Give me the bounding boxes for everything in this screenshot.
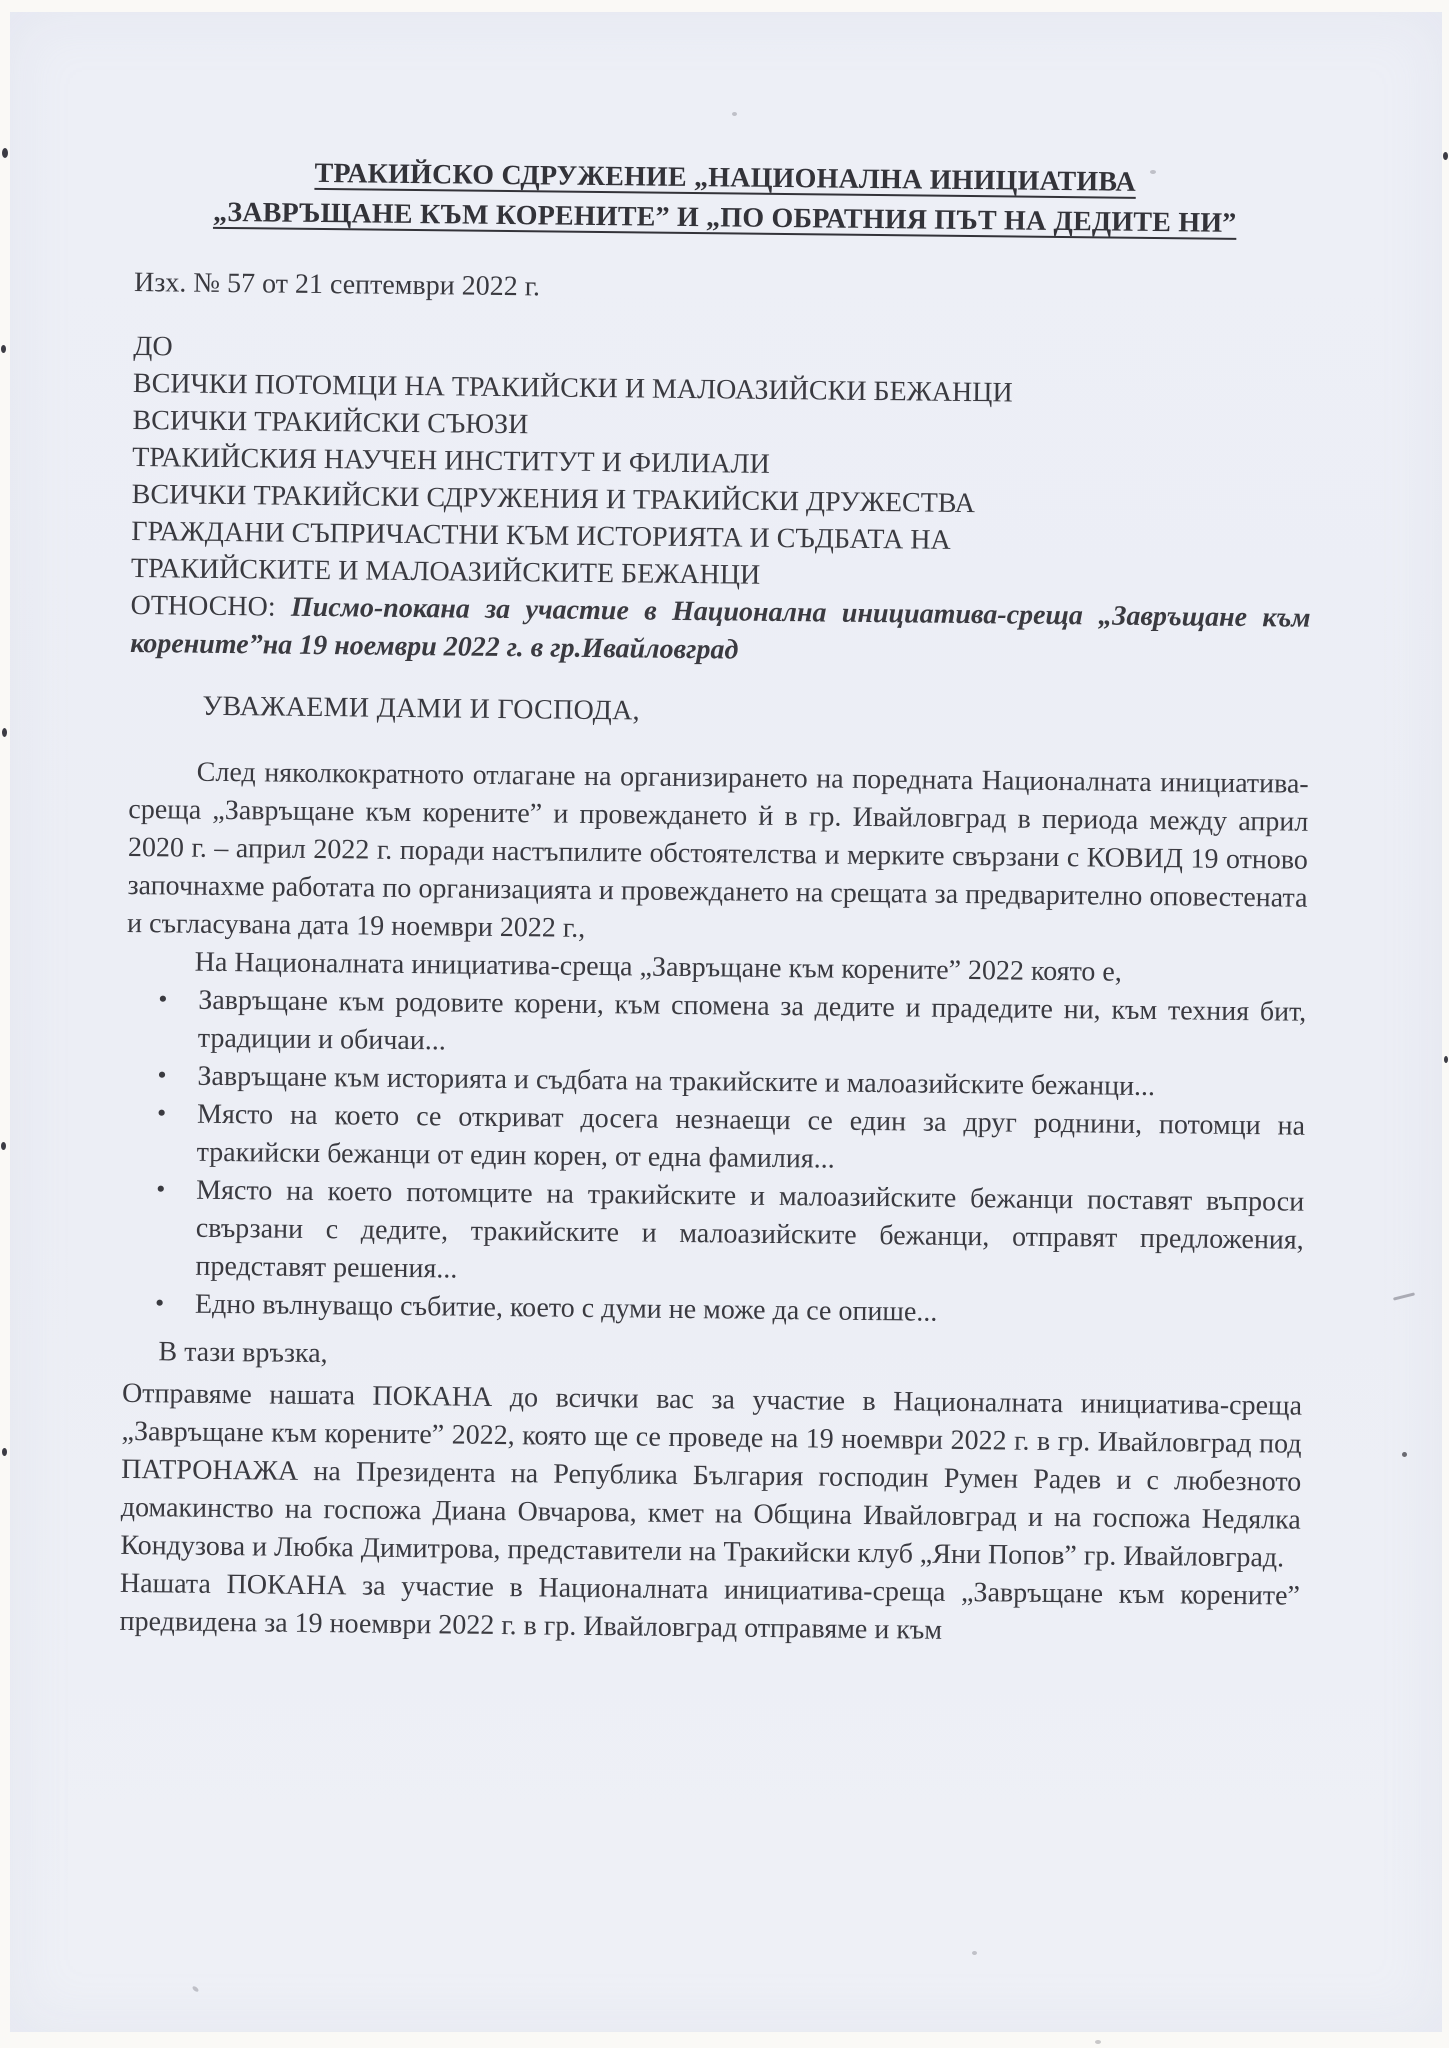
- bullet-item: • Място на което се откриват досега незнаещи се един за друг роднини, потомци на тракийски бежанци от един корен, от една фамилия...: [196, 1096, 1305, 1184]
- scan-speck: [192, 1985, 200, 1993]
- body-paragraph-3: Отправяме нашата ПОКАНА до всички вас за участие в Националната инициатива-среща „Завръщане към корените” 2022, която ще се проведе на 19 ноември 2022 г. в гр. Ивайловград под ПАТРОНАЖА на Президента на Република България господин Румен Радев и с любезното домакинство на госпожа Диана Овчарова, кмет на Община Ивайловград и на госпожа Недялка Кондузова и Любка Димитрова, представители на Тракийски клуб „Яни Попов” гр. Ивайловград.: [120, 1377, 1303, 1574]
- addressee-line: ГРАЖДАНИ СЪПРИЧАСТНИ КЪМ ИСТОРИЯТА И СЪДБАТА НА: [131, 515, 951, 556]
- addressee-line: ТРАКИЙСКИЯ НАУЧЕН ИНСТИТУТ И ФИЛИАЛИ: [132, 441, 770, 480]
- letter-content: [119, 12, 1317, 1654]
- body-paragraph-4: Нашата ПОКАНА за участие в Националната инициатива-среща „Завръщане към корените” предвидена за 19 ноември 2022 г. в гр. Ивайловград отправяме и към: [119, 1567, 1301, 1646]
- letter-title-line-1: ТРАКИЙСКО СДРУЖЕНИЕ „НАЦИОНАЛНА ИНИЦИАТИВА: [314, 157, 1137, 198]
- scan-speck: [732, 112, 737, 116]
- addressee-line: ВСИЧКИ ТРАКИЙСКИ СЪЮЗИ: [132, 404, 529, 441]
- scan-edge-speck: [2, 728, 7, 737]
- scan-edge-speck: [2, 148, 8, 158]
- addressee-line: ТРАКИЙСКИТЕ И МАЛОАЗИЙСКИТЕ БЕЖАНЦИ: [130, 552, 761, 591]
- letter-title: [135, 152, 1316, 245]
- bullet-item: • Завръщане към историята и съдбата на тракийските и малоазийските бежанци...: [197, 1058, 1305, 1108]
- scan-speck: [1150, 170, 1156, 174]
- subject-label: ОТНОСНО:: [130, 589, 276, 623]
- salutation: УВАЖАЕМИ ДАМИ И ГОСПОДА,: [202, 690, 641, 727]
- scan-edge-speck: [2, 1448, 7, 1456]
- scan-speck: [1402, 1452, 1407, 1457]
- body-paragraph-1: След няколкократното отлагане на организирането на поредната Националната инициатива-среща „Завръщане към корените” и провеждането й в гр. Ивайловград в периода между април 2020 г. – април 2022 г. поради настъпилите обстоятелства и мерките свързани с КОВИД 19 отново започнахме работата по организацията и провеждането на срещата за предварително оповестената и съгласувана дата 19 ноември 2022 г.,: [126, 756, 1309, 944]
- scan-artifact: [1393, 1292, 1415, 1300]
- scanned-page: [10, 12, 1442, 2032]
- addressee-line: ВСИЧКИ ТРАКИЙСКИ СДРУЖЕНИЯ И ТРАКИЙСКИ ДРУЖЕСТВА: [131, 478, 976, 520]
- addressee-line: ДО: [133, 330, 173, 363]
- reference-number: Изх. № 57 от 21 септември 2022 г.: [133, 266, 541, 303]
- scan-speck: [972, 1951, 977, 1955]
- bullet-item: • Едно вълнуващо събитие, което с думи не може да се опише...: [195, 1286, 1303, 1336]
- scan-edge-speck: [1, 345, 6, 353]
- scan-edge-speck: [1, 1142, 6, 1150]
- scan-edge-speck: [1444, 1056, 1448, 1063]
- body-paragraph-2: На Националната инициатива-среща „Завръщане към корените” 2022 която е,: [194, 946, 1123, 988]
- scan-speck: [1095, 2040, 1101, 2044]
- addressee-block: [131, 328, 1314, 600]
- bullet-item: • Място на което потомците на тракийските и малоазийските бежанци поставят въпроси свързани с дедите, тракийските и малоазийските бежанци, отправят предложения, представят решения...: [195, 1172, 1304, 1298]
- subject-line: [130, 587, 1311, 676]
- scan-edge-speck: [1443, 152, 1448, 160]
- bullet-list: [123, 981, 1307, 1336]
- closing-intro: В тази връзка,: [158, 1336, 328, 1370]
- subject-text: Писмо-покана за участие в Национална инициатива-среща „Завръщане към корените”на 19 ноември 2022 г. в гр.Ивайловград: [129, 591, 1311, 666]
- bullet-item: • Завръщане към родовите корени, към спомена за дедите и прадедите ни, към техния бит, традиции и обичаи...: [198, 982, 1307, 1070]
- addressee-line: ВСИЧКИ ПОТОМЦИ НА ТРАКИЙСКИ И МАЛОАЗИЙСКИ БЕЖАНЦИ: [132, 367, 1013, 409]
- letter-title-line-2: „ЗАВРЪЩАНЕ КЪМ КОРЕНИТЕ” И „ПО ОБРАТНИЯ ПЪТ НА ДЕДИТЕ НИ”: [212, 196, 1237, 239]
